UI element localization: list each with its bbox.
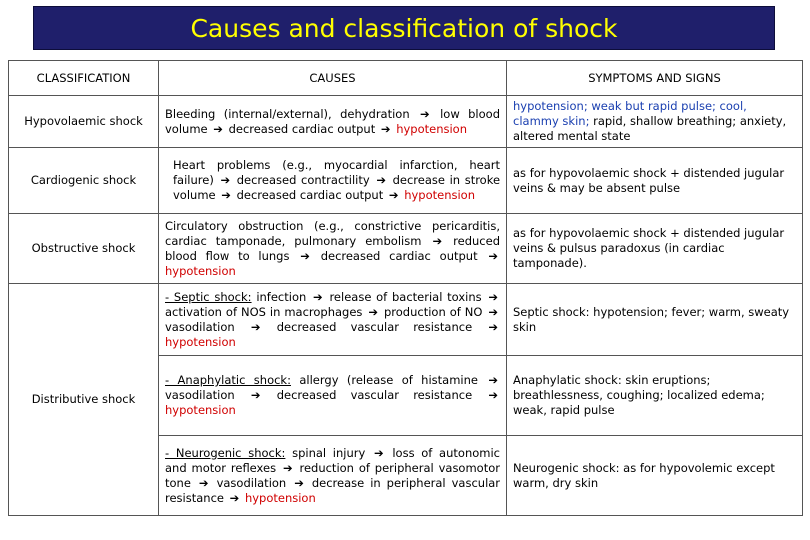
symptoms-cell: Anaphylatic shock: skin eruptions; breathlessness, coughing; localized edema; weak, rapid pulse	[507, 356, 803, 436]
causes-cell	[159, 356, 507, 436]
header-symptoms: SYMPTOMS AND SIGNS	[507, 61, 803, 96]
cause-text: low blood volume	[165, 106, 500, 136]
table-row-cardiogenic	[9, 148, 803, 214]
header-classification: CLASSIFICATION	[9, 61, 159, 96]
arrow-icon: ➔	[488, 373, 498, 387]
slide-title: Causes and classification of shock	[33, 6, 775, 50]
symptoms-cell	[507, 96, 803, 148]
subtype-label: - Neurogenic shock:	[165, 445, 286, 460]
table-row-obstructive	[9, 214, 803, 284]
classification-cell: Obstructive shock	[9, 214, 159, 284]
arrow-icon: ➔	[488, 319, 499, 334]
cause-text: release of bacterial toxins	[329, 289, 482, 304]
table-header-row	[9, 61, 803, 96]
cause-text: reduction of peripheral vasomotor tone	[165, 460, 500, 490]
arrow-icon: ➔	[432, 233, 443, 248]
arrow-icon: ➔	[282, 460, 293, 475]
arrow-icon: ➔	[229, 490, 240, 505]
cause-text: vasodilation	[165, 388, 235, 402]
cause-text: decreased cardiac output	[320, 248, 478, 263]
arrow-icon: ➔	[300, 248, 310, 263]
cause-text: vasodilation	[216, 475, 287, 490]
causes-cell	[159, 284, 507, 356]
hypotension-text: hypotension	[165, 263, 236, 278]
cause-text: vasodilation	[165, 319, 235, 334]
arrow-icon: ➔	[488, 304, 499, 319]
cause-text: decrease in peripheral vascular resistance	[165, 475, 501, 505]
cause-text: decrease in stroke volume	[173, 173, 501, 202]
cause-text: production of NO	[384, 304, 483, 319]
causes-cell	[159, 148, 507, 214]
classification-cell: Distributive shock	[9, 284, 159, 516]
cause-text: activation of NOS in macrophages	[165, 304, 363, 319]
symptoms-text: rapid, shallow breathing; anxiety, altered mental state	[513, 114, 787, 143]
hypotension-text: hypotension	[404, 188, 476, 202]
hypotension-text: hypotension	[165, 403, 236, 417]
cause-text: infection	[256, 289, 307, 304]
cause-text: decreased vascular resistance	[276, 319, 473, 334]
arrow-icon: ➔	[388, 188, 399, 202]
causes-cell	[159, 96, 507, 148]
arrow-icon: ➔	[221, 188, 231, 202]
subtype-label: - Anaphylatic shock:	[165, 373, 291, 387]
cause-text: reduced blood flow to lungs	[165, 233, 501, 263]
hypotension-text: hypotension	[165, 334, 236, 349]
table-row-septic	[9, 284, 803, 356]
header-causes: CAUSES	[159, 61, 507, 96]
cause-text: spinal injury	[292, 445, 366, 460]
causes-cell	[159, 436, 507, 516]
table-row-hypovolaemic	[9, 96, 803, 148]
arrow-icon: ➔	[220, 173, 231, 187]
cause-text: decreased cardiac output	[228, 121, 376, 136]
subtype-label: - Septic shock:	[165, 289, 252, 304]
cause-text: loss of autonomic and motor reflexes	[165, 445, 500, 475]
arrow-icon: ➔	[250, 388, 261, 402]
symptoms-cell: Neurogenic shock: as for hypovolemic except warm, dry skin	[507, 436, 803, 516]
symptoms-highlight: hypotension; weak but rapid pulse; cool, clammy skin;	[513, 99, 747, 128]
arrow-icon: ➔	[488, 248, 499, 263]
causes-cell	[159, 214, 507, 284]
arrow-icon: ➔	[488, 388, 499, 402]
cause-text: decreased vascular resistance	[276, 388, 473, 402]
arrow-icon: ➔	[368, 304, 379, 319]
cause-text: decreased contractility	[236, 173, 370, 187]
classification-cell: Cardiogenic shock	[9, 148, 159, 214]
arrow-icon: ➔	[380, 121, 391, 136]
symptoms-cell: as for hypovolaemic shock + distended jugular veins & pulsus paradoxus (in cardiac tamponade).	[507, 214, 803, 284]
classification-cell: Hypovolaemic shock	[9, 96, 159, 148]
symptoms-cell: Septic shock: hypotension; fever; warm, sweaty skin	[507, 284, 803, 356]
arrow-icon: ➔	[250, 319, 261, 334]
arrow-icon: ➔	[294, 475, 304, 490]
hypotension-text: hypotension	[396, 121, 468, 136]
symptoms-cell: as for hypovolaemic shock + distended jugular veins & may be absent pulse	[507, 148, 803, 214]
shock-table	[8, 60, 803, 516]
arrow-icon: ➔	[213, 121, 223, 136]
arrow-icon: ➔	[488, 289, 499, 304]
arrow-icon: ➔	[198, 475, 209, 490]
cause-text: Bleeding (internal/external), dehydration	[165, 106, 410, 121]
hypotension-text: hypotension	[244, 490, 316, 505]
cause-text: Circulatory obstruction (e.g., constrictive pericarditis, cardiac tamponade, pulmonary embolism	[165, 218, 500, 248]
cause-text: allergy (release of histamine	[299, 373, 478, 387]
cause-text: Heart problems (e.g., myocardial infarction, heart failure)	[173, 158, 500, 187]
cause-text: decreased cardiac output	[236, 188, 384, 202]
arrow-icon: ➔	[376, 173, 386, 187]
arrow-icon: ➔	[420, 106, 430, 121]
arrow-icon: ➔	[374, 445, 384, 460]
arrow-icon: ➔	[313, 289, 323, 304]
